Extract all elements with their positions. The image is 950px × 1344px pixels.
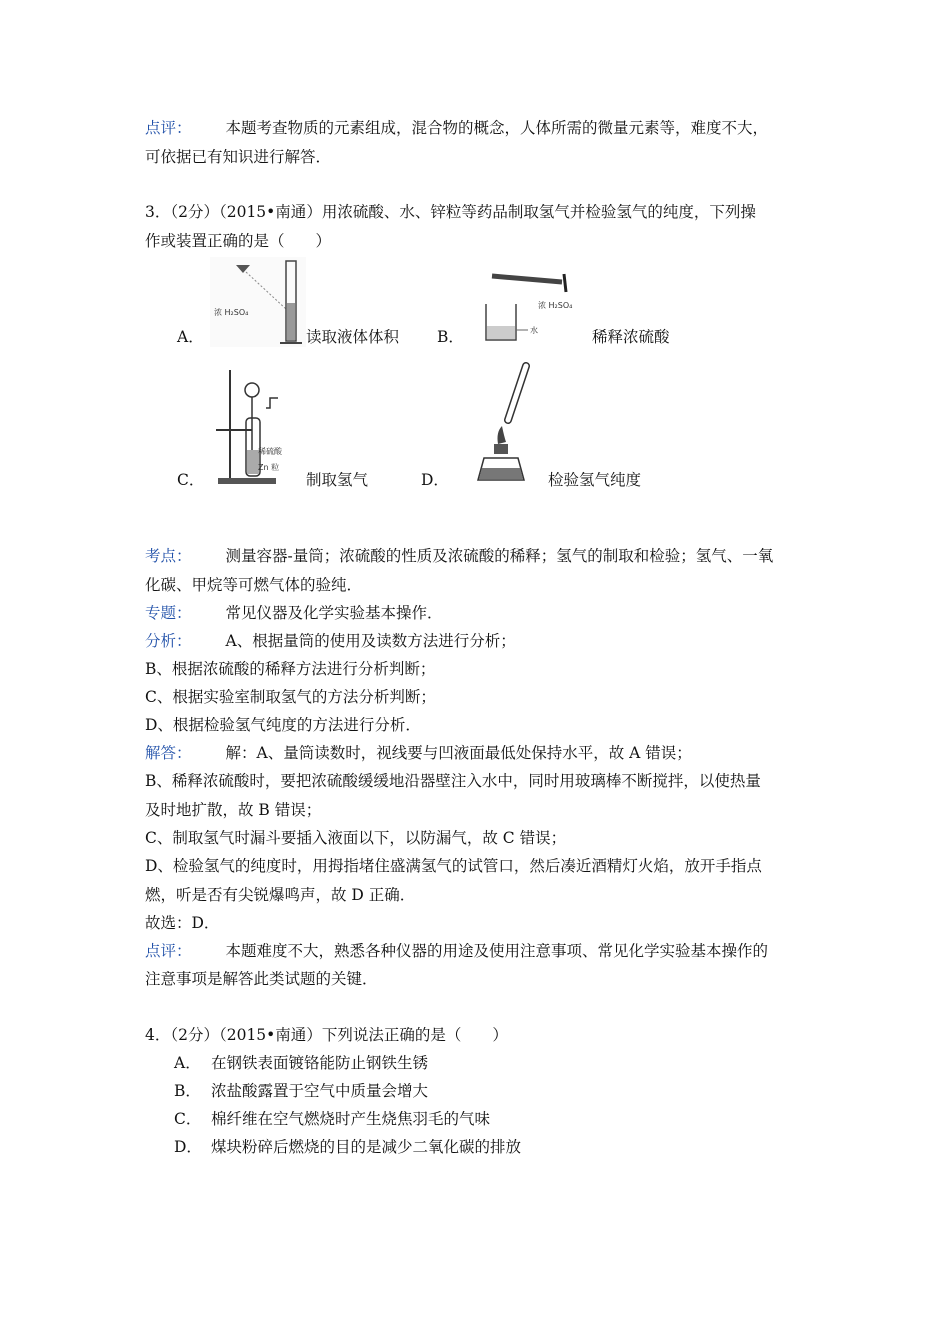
q3-option-d-letter: D． (421, 471, 449, 489)
jieda-line-6: 燃，听是否有尖锐爆鸣声，故 D 正确． (145, 886, 416, 904)
q4-option-c-text: 棉纤维在空气燃烧时产生烧焦羽毛的气味 (211, 1110, 491, 1128)
b-fig-label: 浓 H₂SO₄ (538, 301, 573, 310)
c-fig-label-zn: Zn 粒 (258, 463, 280, 472)
q4-option-a-text: 在钢铁表面镀铬能防止钢铁生锈 (211, 1054, 429, 1072)
q3-option-d-caption: 检验氢气纯度 (548, 471, 642, 489)
q4-option-b-text: 浓盐酸露置于空气中质量会增大 (211, 1082, 429, 1100)
jieda-label: 解答： (145, 744, 192, 762)
jieda-line-3: 及时地扩散，故 B 错误； (145, 801, 322, 819)
q3-option-b-caption: 稀释浓硫酸 (592, 328, 670, 346)
review-line-2: 可依据已有知识进行解答． (145, 148, 332, 166)
graduated-cylinder-figure (210, 257, 306, 347)
fenxi-line-3: C、根据实验室制取氢气的方法分析判断； (145, 688, 436, 706)
zhuanti-label: 专题： (145, 604, 192, 622)
q3-stem-line-2: 作或装置正确的是（ ） (145, 232, 332, 250)
q4-option-b-letter: B． (174, 1082, 201, 1100)
fenxi-line-4: D、根据检验氢气纯度的方法进行分析． (145, 716, 421, 734)
q3-option-c-caption: 制取氢气 (306, 471, 369, 489)
answer-line: 故选：D． (145, 914, 220, 932)
q3-option-a-caption: 读取液体体积 (306, 328, 400, 346)
q4-option-d-text: 煤块粉碎后燃烧的目的是减少二氧化碳的排放 (211, 1138, 522, 1156)
jieda-line-2: B、稀释浓硫酸时，要把浓硫酸缓缓地沿器壁注入水中，同时用玻璃棒不断搅拌，以使热量 (145, 772, 761, 790)
b-fig-label-water: 水 (530, 326, 538, 335)
hydrogen-generator-figure (212, 368, 302, 486)
q3-option-a-letter: A． (177, 328, 204, 346)
review-label: 点评： (145, 119, 192, 137)
review2-line-1: 点评： 本题难度不大，熟悉各种仪器的用途及使用注意事项、常见化学实验基本操作的 (145, 942, 769, 960)
q4-option-d-letter: D． (174, 1138, 202, 1156)
dilution-figure (480, 270, 575, 348)
review2-line-2: 注意事项是解答此类试题的关键． (145, 970, 378, 988)
jieda-line-5: D、检验氢气的纯度时，用拇指堵住盛满氢气的试管口，然后凑近酒精灯火焰，放开手指点 (145, 857, 762, 875)
purity-test-figure (476, 362, 538, 488)
kaodian-line-1: 考点： 测量容器-量筒；浓硫酸的性质及浓硫酸的稀释；氢气的制取和检验；氢气、一氧 (145, 547, 774, 565)
jieda-line-4: C、制取氢气时漏斗要插入液面以下，以防漏气，故 C 错误； (145, 829, 567, 847)
q4-option-c-letter: C． (174, 1110, 202, 1128)
fenxi-line-2: B、根据浓硫酸的稀释方法进行分析判断； (145, 660, 436, 678)
q3-stem-line-1: 3．（2分）（2015•南通）用浓硫酸、水、锌粒等药品制取氢气并检验氢气的纯度，下列操 (145, 203, 756, 221)
q3-option-c-letter: C． (177, 471, 205, 489)
q4-stem: 4．（2分）（2015•南通）下列说法正确的是（ ） (145, 1026, 508, 1044)
fenxi-label: 分析： (145, 632, 192, 650)
review2-label: 点评： (145, 942, 192, 960)
q3-option-b-letter: B． (437, 328, 464, 346)
c-fig-label: 稀硫酸 (258, 447, 282, 456)
jieda-line-1: 解答： 解：A、量筒读数时，视线要与凹液面最低处保持水平，故 A 错误； (145, 744, 692, 762)
kaodian-line-2: 化碳、甲烷等可燃气体的验纯． (145, 576, 363, 594)
review-line-1: 点评： 本题考查物质的元素组成，混合物的概念，人体所需的微量元素等，难度不大， (145, 119, 769, 137)
fenxi-line-1: 分析： A、根据量筒的使用及读数方法进行分析； (145, 632, 516, 650)
zhuanti-line: 专题： 常见仪器及化学实验基本操作． (145, 604, 443, 622)
q4-option-a-letter: A． (174, 1054, 201, 1072)
kaodian-label: 考点： (145, 547, 192, 565)
a-fig-label: 浓 H₂SO₄ (214, 308, 249, 317)
